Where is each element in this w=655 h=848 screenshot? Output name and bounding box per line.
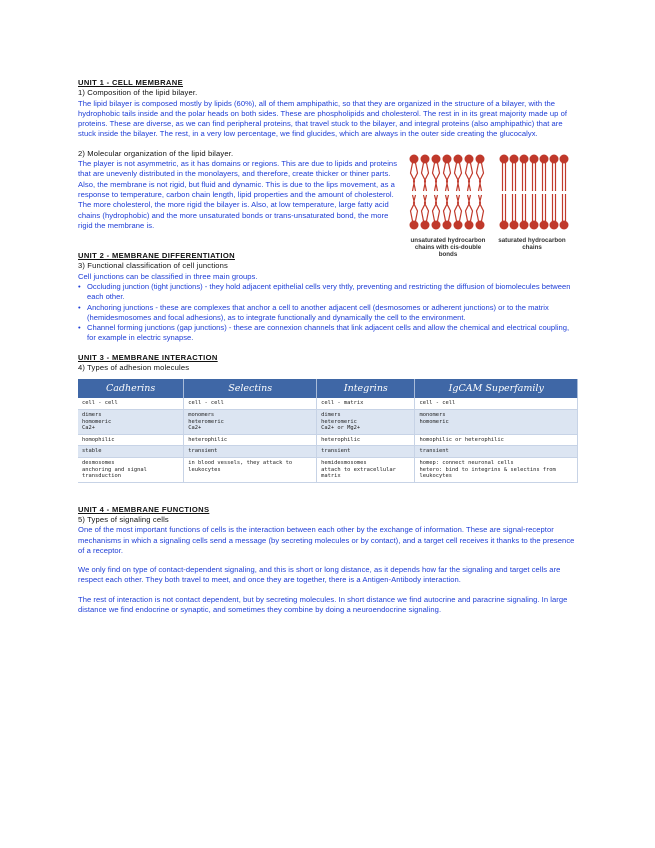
table-cell: dimers heteromeric Ca2+ or Mg2+: [317, 409, 415, 434]
document-page: [78, 78, 578, 615]
lipid-tail: [422, 163, 426, 191]
table-cell: monomers heteromeric Ca2+: [184, 409, 317, 434]
lipid-head: [540, 154, 549, 163]
caption-unsaturated: unsaturated hydrocarbon chains with cis-double bonds: [410, 236, 486, 258]
lipid-head: [432, 154, 441, 163]
unit1-paragraph: The lipid bilayer is composed mostly by lipids (60%), all of them amphipathic, so that they are organized in the structure of a bilayer, with the hydrophobic tails inside and the polar heads on both sides. These are phospholipids and cholesterol. The rest in in its great majority made up of proteins. These are diverse, as we can find peripheral proteins, that travel stuck to the bilayer, and integral proteins (also amphipathic) that are stuck inside the bilayer. The rest, in a very low percentage, we find glucides, which are always in the outer side creating the glucocalyx.: [78, 98, 568, 139]
lipid-head: [432, 220, 441, 229]
lipid-tail: [425, 195, 429, 221]
lipid-tail: [447, 195, 451, 221]
table-cell: monomers homomeric: [415, 409, 578, 434]
unit4-title: UNIT 4 - MEMBRANE FUNCTIONS: [78, 504, 210, 514]
table-cell: hemidesmosomes attach to extracellular matrix: [317, 457, 415, 482]
table-cell: homophilic: [78, 434, 184, 446]
lipid-head: [421, 220, 430, 229]
lipid-head: [465, 220, 474, 229]
lipid-chains-illustration: [400, 149, 578, 239]
table-row: [78, 398, 578, 409]
table-header: Integrins: [317, 379, 415, 398]
lipid-tail: [425, 163, 429, 191]
unit1-title: UNIT 1 - CELL MEMBRANE: [78, 78, 184, 87]
table-cell: transient: [184, 446, 317, 458]
unit2-heading: 3) Functional classification of cell junctions: [78, 261, 228, 271]
list-item: • Anchoring junctions - these are complexes that anchor a cell to another adjacent cell (desmosomes or adherent junctions) or to the matrix (hemidesmosomes and focal adhesions), as to integrate functionally and dynamically the cell to the environment.: [78, 303, 578, 324]
lipid-head: [560, 220, 569, 229]
table-cell: in blood vessels, they attack to leukocytes: [184, 457, 317, 482]
lipid-head: [550, 220, 559, 229]
lipid-head: [520, 154, 529, 163]
lipid-tail: [433, 195, 437, 221]
lipid-head: [421, 154, 430, 163]
lipid-tail: [414, 163, 418, 191]
unit2-intro: Cell junctions can be classified in three main groups.: [78, 271, 258, 281]
table-cell: heterophilic: [317, 434, 415, 446]
table-cell: cell - cell: [184, 398, 317, 409]
lipid-tail: [469, 163, 473, 191]
lipid-head: [443, 220, 452, 229]
unit1-heading: 1) Composition of the lipid bilayer.: [78, 88, 198, 98]
list-item: • Occluding junction (tight junctions) - they hold adjacent epithelial cells very thtly, preventing and restricting the diffusion of biomolecules between each other.: [78, 282, 578, 303]
lipid-head: [454, 154, 463, 163]
lipid-tail: [411, 163, 415, 191]
lipid-tail: [469, 195, 473, 221]
junction-list: [78, 282, 578, 344]
lipid-head: [540, 220, 549, 229]
lipid-tail: [436, 195, 440, 221]
lipid-tail: [480, 163, 484, 191]
table-cell: cell - cell: [78, 398, 184, 409]
lipid-tail: [411, 195, 415, 221]
unit4-paragraph2: We only find on type of contact-dependent signaling, and this is short or long distance, as it depends how far the signaling and target cells are respect each other. They both travel to meet, and once they are together, there is a Antigen-Antibody interaction.: [78, 565, 561, 585]
table-cell: cell - cell: [415, 398, 578, 409]
lipid-head: [454, 220, 463, 229]
lipid-tail: [444, 195, 448, 221]
lipid-head: [443, 154, 452, 163]
lipid-tail: [444, 163, 448, 191]
table-header: Cadherins: [78, 379, 184, 398]
lipid-head: [465, 154, 474, 163]
lipid-head: [510, 154, 519, 163]
unit4-paragraph1: One of the most important functions of cells is the interaction between each other by the exchange of information. These are signal-receptor mechanisms in which a signaling cells send a message (by secreting molecules or by contact), and a target cell receives it thanks to the presence of a receptor.: [78, 525, 575, 555]
table-header: Selectins: [184, 379, 317, 398]
lipid-head: [410, 220, 419, 229]
unit3-title: UNIT 3 - MEMBRANE INTERACTION: [78, 352, 218, 362]
lipid-head: [530, 220, 539, 229]
lipid-tail: [447, 163, 451, 191]
table-cell: homep: connect neuronal cells hetero: bind to integrins & selectins from leukocytes: [415, 457, 578, 482]
lipid-tail: [480, 195, 484, 221]
unit1-heading2: 2) Molecular organization of the lipid bilayer.: [78, 148, 234, 158]
lipid-head: [476, 154, 485, 163]
unit4-paragraph3: The rest of interaction is not contact dependent, but by secreting molecules. In short distance we find autocrine and paracrine signaling. In large distance we find endocrine or synaptic, and sometimes they combine by doing a neuroendocrine signaling.: [78, 594, 568, 615]
lipid-tail: [477, 195, 481, 221]
lipid-tail: [477, 163, 481, 191]
table-row: [78, 457, 578, 482]
lipid-head: [476, 220, 485, 229]
lipid-tail: [455, 195, 459, 221]
lipid-head: [530, 154, 539, 163]
caption-saturated: saturated hydrocarbon chains: [498, 236, 566, 251]
lipid-tail: [422, 195, 426, 221]
table-row: [78, 409, 578, 434]
list-item: • Channel forming junctions (gap junctions) - these are connexion channels that link adjacent cells and allow the chemical and electrical coupling, for example in electric synapse.: [78, 323, 578, 344]
table-cell: cell - matrix: [317, 398, 415, 409]
lipid-head: [500, 220, 509, 229]
lipid-tail: [455, 163, 459, 191]
lipid-tail: [466, 195, 470, 221]
lipid-head: [550, 154, 559, 163]
lipid-tail: [433, 163, 437, 191]
table-cell: stable: [78, 446, 184, 458]
lipid-tail: [466, 163, 470, 191]
lipid-bilayer-figure: [400, 149, 578, 258]
lipid-head: [520, 220, 529, 229]
adhesion-molecules-table: [78, 379, 578, 482]
table-row: [78, 434, 578, 446]
table-cell: desmosomes anchoring and signal transduction: [78, 457, 184, 482]
unit1-paragraph2: The player is not asymmetric, as it has domains or regions. This are due to lipids and proteins that are unevenly distributed in the monolayers, and therefore, create thicker or thiner parts. Also, the membrane is not rigid, but fluid and dynamic. This is due to the lips movement, as a response to temperature, carbon chain length, lipid properties and the amount of cholesterol. The more cholesterol, the more rigid the bilayer is. Also, at low temperature, large fatty acid chains (hydrophobic) and the more unsaturated bonds or trans-unsaturated bond, the more rigid the membrane is.: [78, 159, 398, 230]
lipid-head: [510, 220, 519, 229]
table-cell: dimers homomeric Ca2+: [78, 409, 184, 434]
table-cell: heterophilic: [184, 434, 317, 446]
table-cell: homophilic or heterophilic: [415, 434, 578, 446]
lipid-tail: [414, 195, 418, 221]
unit2-title: UNIT 2 - MEMBRANE DIFFERENTIATION: [78, 251, 235, 261]
lipid-tail: [436, 163, 440, 191]
table-cell: transient: [415, 446, 578, 458]
table-header: IgCAM Superfamily: [415, 379, 578, 398]
unit4-heading: 5) Types of signaling cells: [78, 514, 169, 524]
table-cell: transient: [317, 446, 415, 458]
lipid-tail: [458, 163, 462, 191]
lipid-head: [410, 154, 419, 163]
lipid-head: [560, 154, 569, 163]
table-row: [78, 446, 578, 458]
lipid-tail: [458, 195, 462, 221]
unit3-heading: 4) Types of adhesion molecules: [78, 363, 190, 373]
lipid-head: [500, 154, 509, 163]
